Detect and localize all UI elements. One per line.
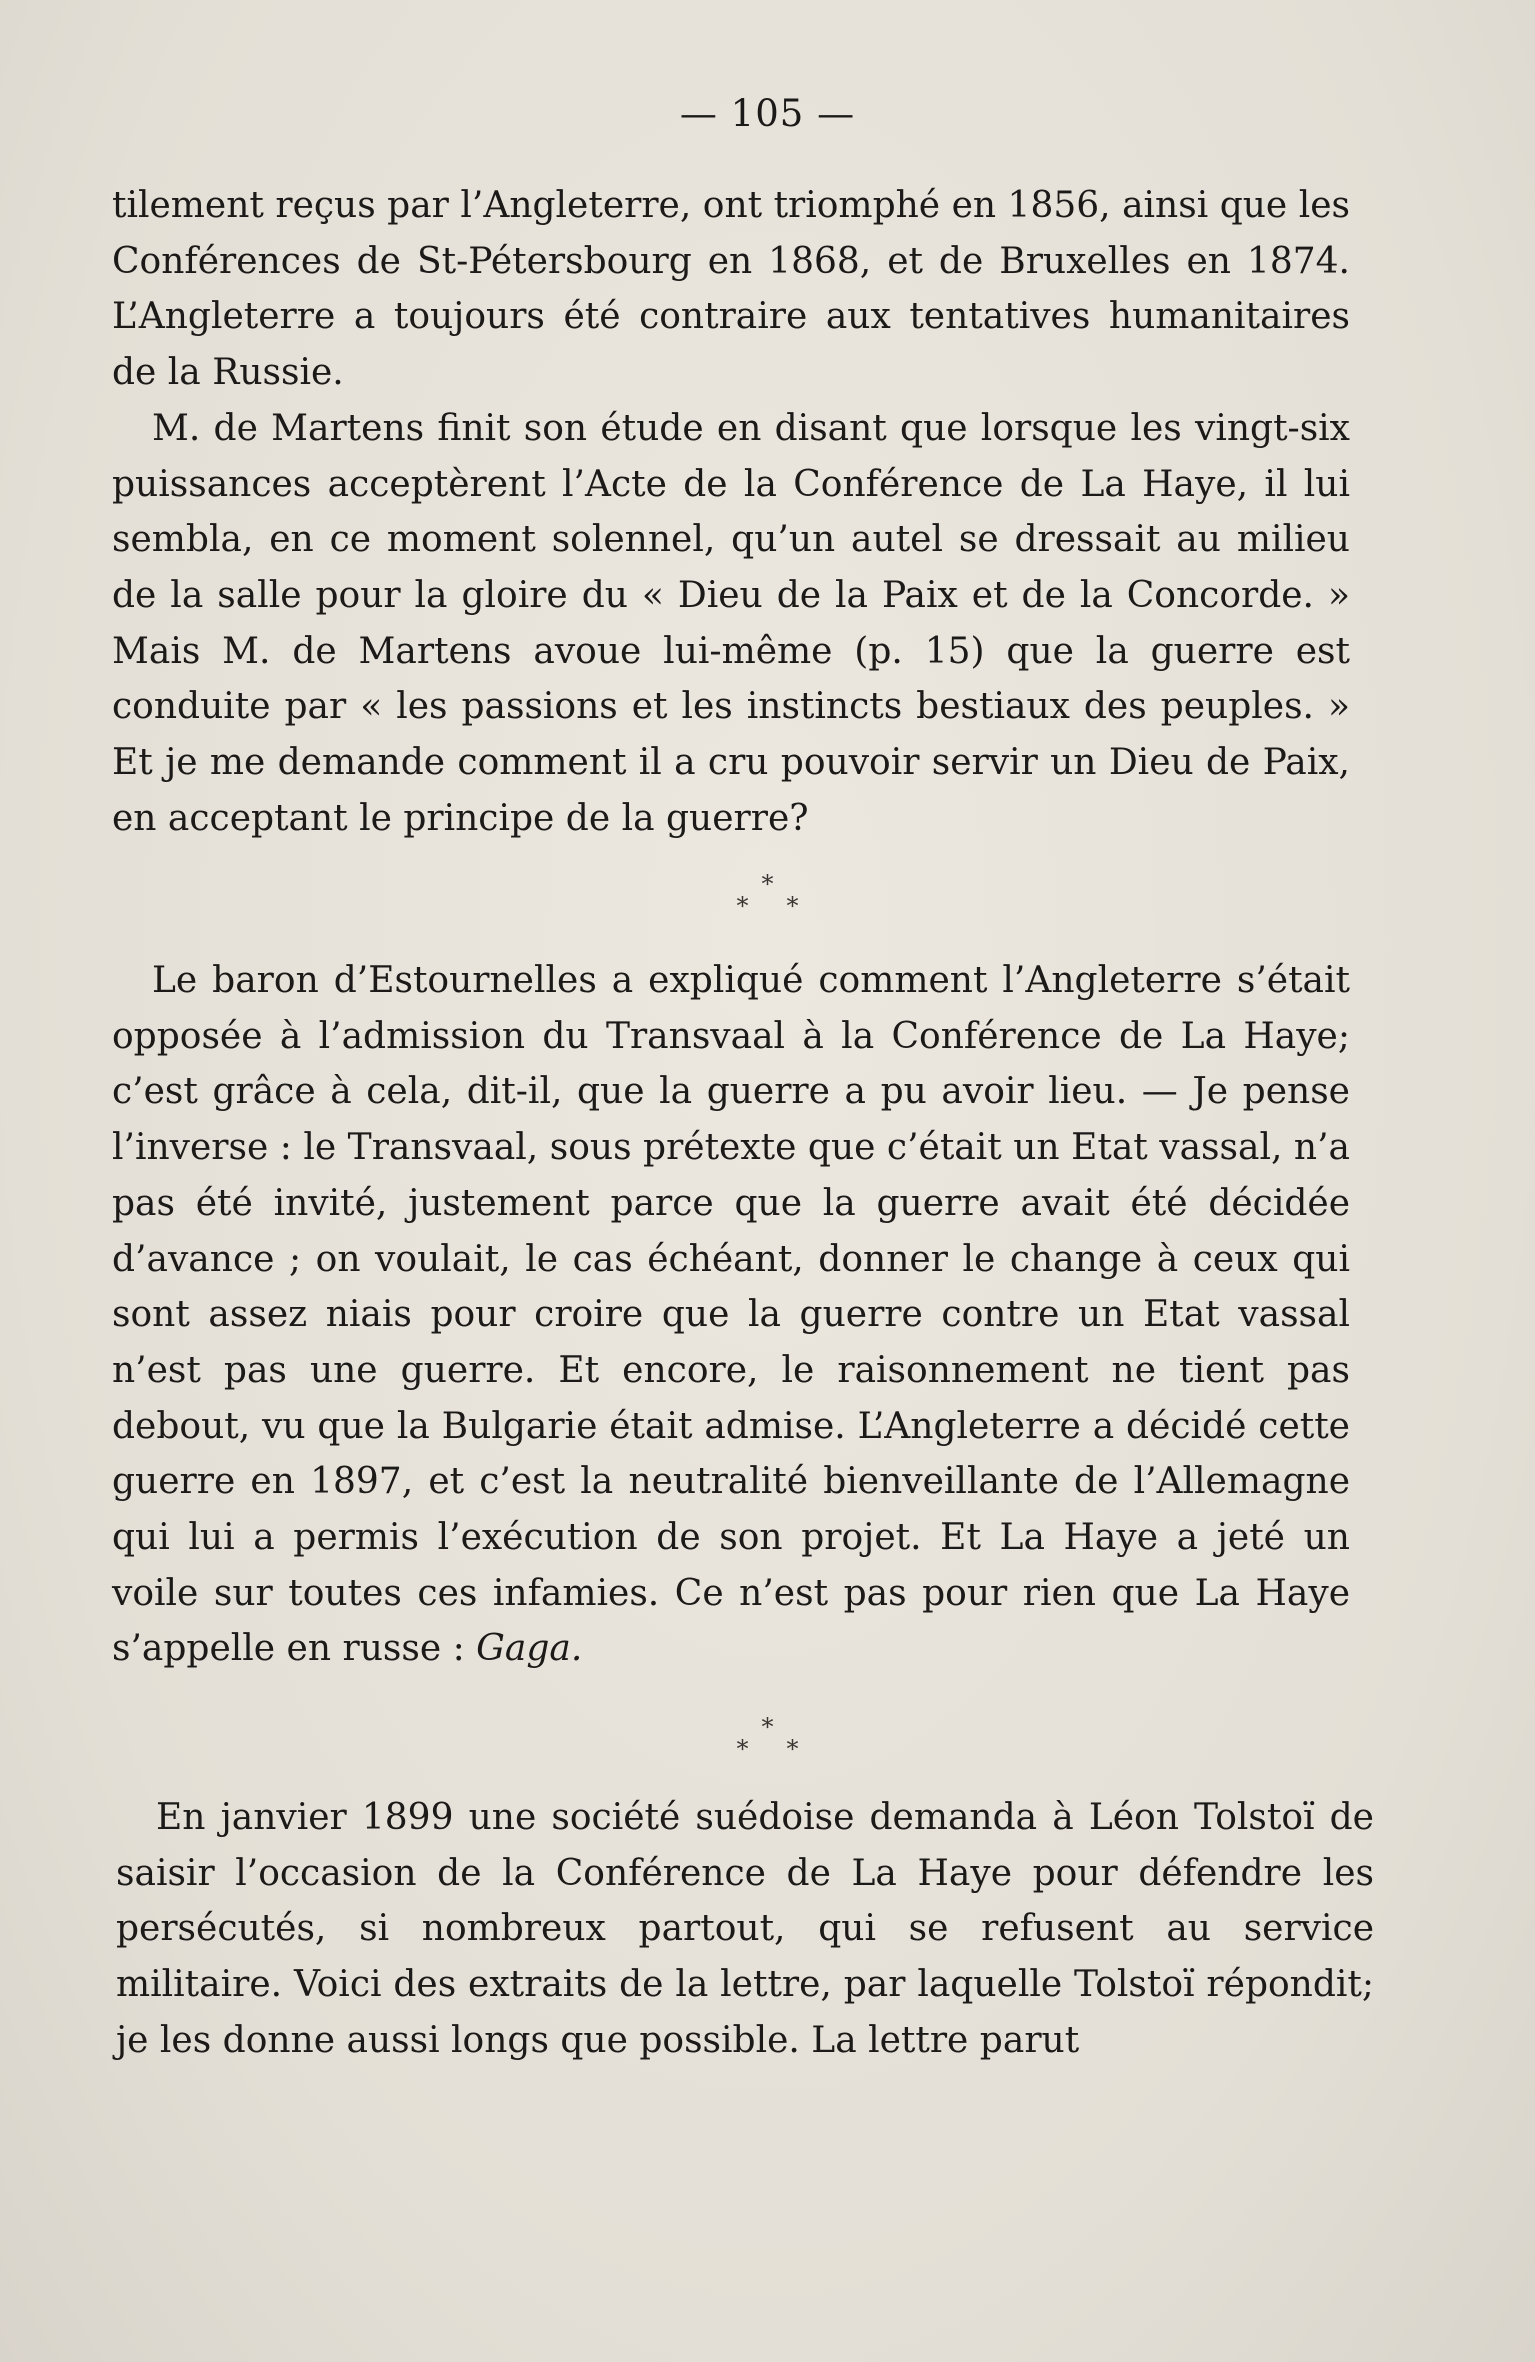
asterism-star: * xyxy=(736,1735,787,1763)
paragraph-estournelles xyxy=(112,953,1350,1677)
text-section-martens xyxy=(112,178,1350,846)
text-section-tolstoi xyxy=(116,1790,1374,2069)
page-number: — 105 — xyxy=(679,92,856,135)
asterism-star: * xyxy=(786,892,837,920)
asterism-separator xyxy=(0,870,1535,920)
asterism-star: * xyxy=(736,892,787,920)
asterism-star: * xyxy=(786,1735,837,1763)
asterism-separator xyxy=(0,1713,1535,1763)
paragraph-martens: M. de Martens finit son étude en disant que lorsque les vingt-six puissances acceptèrent l’Acte de la Conférence de La Haye, il lui sembla, en ce moment solennel, qu’un autel se dressait au milieu de la salle pour la gloire du « Dieu de la Paix et de la Concorde. » Mais M. de Martens avoue lui-même (p. 15) que la guerre est conduite par « les passions et les instincts bestiaux des peuples. » Et je me demande comment il a cru pouvoir servir un Dieu de Paix, en acceptant le principe de la guerre? xyxy=(112,407,1350,839)
asterism-star: * xyxy=(761,870,774,898)
paragraph-tolstoi: En janvier 1899 une société suédoise demanda à Léon Tolstoï de saisir l’occasion de la Conférence de La Haye pour défendre les persécutés, si nombreux partout, qui se refusent au service militaire. Voici des extraits de la lettre, par laquelle Tolstoï répondit; je les donne aussi longs que possible. La lettre parut xyxy=(116,1797,1374,2061)
text-section-estournelles xyxy=(112,953,1350,1677)
asterism-star: * xyxy=(761,1713,774,1741)
paragraph-estournelles-text: Le baron d’Estournelles a expliqué comment l’Angleterre s’était opposée à l’admission du Transvaal à la Conférence de La Haye; c’est grâce à cela, dit-il, que la guerre a pu avoir lieu. — Je pense l’inverse : le Transvaal, sous prétexte que c’était un Etat vassal, n’a pas été invité, justement parce que la guerre avait été décidée d’avance ; on voulait, le cas échéant, donner le change à ceux qui sont assez niais pour croire que la guerre contre un Etat vassal n’est pas une guerre. Et encore, le raisonnement ne tient pas debout, vu que la Bulgarie était admise. L’Angleterre a décidé cette guerre en 1897, et c’est la neutralité bienveillante de l’Allemagne qui lui a permis l’exécution de son projet. Et La Haye a jeté un voile sur toutes ces infamies. Ce n’est pas pour rien que La Haye s’appelle en russe : xyxy=(112,960,1350,1670)
italic-word-gaga: Gaga. xyxy=(476,1628,583,1670)
paragraph-continuation: tilement reçus par l’Angleterre, ont triomphé en 1856, ainsi que les Conférences de St-Pétersbourg en 1868, et de Bruxelles en 1874. L’Angleterre a toujours été contraire aux tentatives humanitaires de la Russie. xyxy=(112,185,1350,394)
